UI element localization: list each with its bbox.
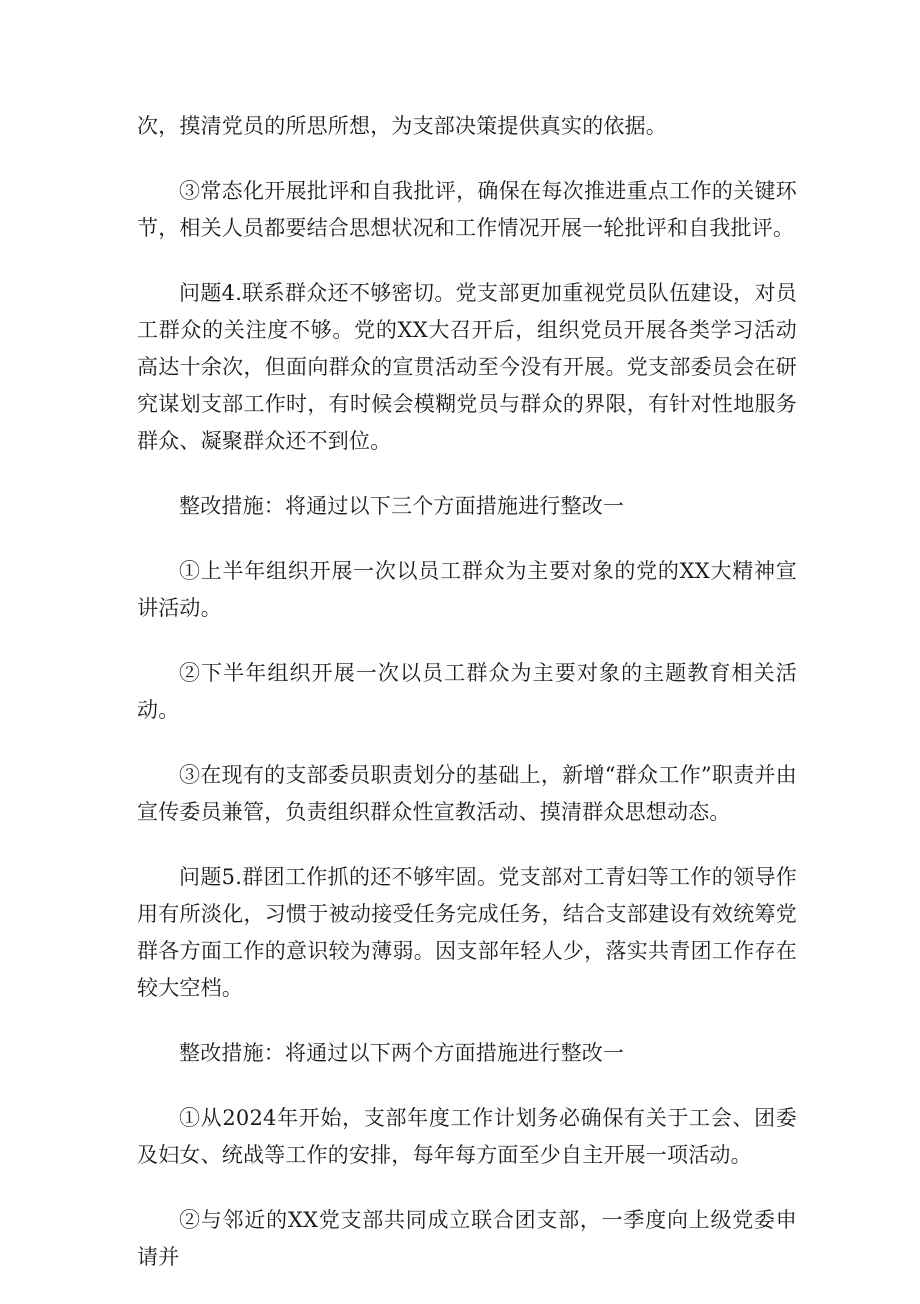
document-body (137, 108, 797, 1304)
paragraph-measure-1: ①上半年组织开展一次以员工群众为主要对象的党的XX大精神宣讲活动。 (137, 559, 797, 620)
paragraph-measure-2: ②下半年组织开展一次以员工群众为主要对象的主题教育相关活动。 (137, 661, 797, 722)
paragraph-rectification-heading-2: 整改措施：将通过以下两个方面措施进行整改一 (179, 1041, 625, 1065)
paragraph-measure-3b: ③在现有的支部委员职责划分的基础上，新增“群众工作”职责并由宣传委员兼管，负责组织群众性宣教活动、摸清群众思想动态。 (137, 763, 797, 824)
paragraph-rectification-heading-1: 整改措施：将通过以下三个方面措施进行整改一 (179, 494, 625, 518)
paragraph-issue-5: 问题5.群团工作抓的还不够牢固。党支部对工青妇等工作的领导作用有所淡化，习惯于被动接受任务完成任务，结合支部建设有效统筹党群各方面工作的意识较为薄弱。因支部年轻人少，落实共青团工作存在较大空档。 (137, 865, 797, 1000)
paragraph-issue-4: 问题4.联系群众还不够密切。党支部更加重视党员队伍建设，对员工群众的关注度不够。党的XX大召开后，组织党员开展各类学习活动高达十余次，但面向群众的宣贯活动至今没有开展。党支部委员会在研究谋划支部工作时，有时候会模糊党员与群众的界限，有针对性地服务群众、凝聚群众还不到位。 (137, 281, 797, 453)
paragraph-continuation: 次，摸清党员的所思所想，为支部决策提供真实的依据。 (137, 114, 667, 138)
paragraph-measure-3: ③常态化开展批评和自我批评，确保在每次推进重点工作的关键环节，相关人员都要结合思想状况和工作情况开展一轮批评和自我批评。 (137, 179, 797, 240)
paragraph-measure-2b: ②与邻近的XX党支部共同成立联合团支部，一季度向上级党委申请并 (137, 1208, 797, 1269)
paragraph-measure-1b: ①从2024年开始，支部年度工作计划务必确保有关于工会、团委及妇女、统战等工作的安排，每年每方面至少自主开展一项活动。 (137, 1106, 797, 1167)
